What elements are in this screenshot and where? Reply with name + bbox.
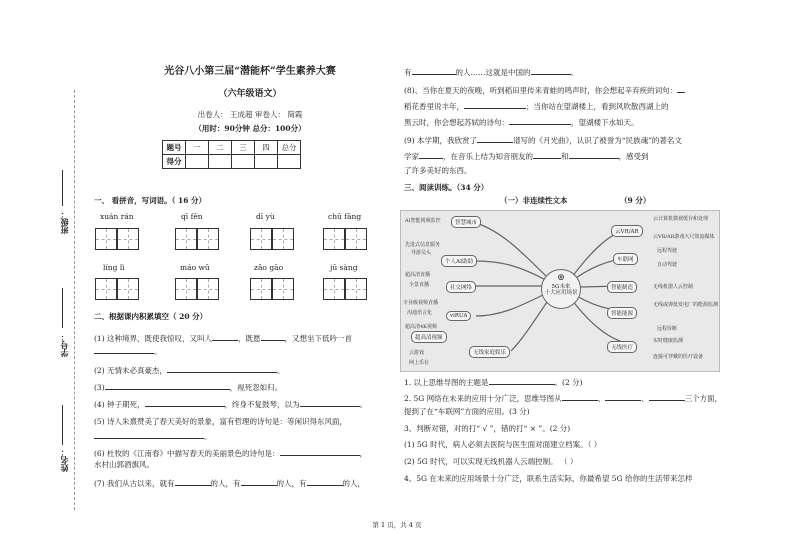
note: 无线机器人云控制 <box>653 284 694 290</box>
r9-blank-4[interactable] <box>569 150 619 159</box>
q1-text-c: ，又想坐下低吟一首 <box>284 334 353 343</box>
exam-authors: 出卷人： 王成超 审卷人： 简霞 <box>197 110 303 119</box>
pinyin: qī fēn <box>181 212 203 221</box>
write-box[interactable] <box>197 278 219 300</box>
a2-text-a: 2. 5G 网络在未来的应用十分广泛，思维导图从 <box>404 394 562 403</box>
question-7 <box>94 477 365 488</box>
score-header: 二 <box>209 141 232 155</box>
node-smart-manufacturing: 智能制造 <box>607 281 637 293</box>
write-box[interactable] <box>117 228 139 250</box>
q5-text: (5) 诗人朱熹赞美了春天美好的景象，富有哲理的诗句是：等闲识得东风面， <box>94 417 348 426</box>
q2-text: (2) 无情未必真豪杰， <box>94 366 168 375</box>
subsection-1-title: （一）非连续性文本 <box>500 196 568 205</box>
name-blank[interactable] <box>62 405 64 445</box>
node-wireless-medical: 无线医疗 <box>607 341 637 353</box>
score-row-label: 得分 <box>163 155 186 169</box>
r9-text-f: ，感受到 <box>618 152 649 161</box>
a2-blank-2[interactable] <box>605 392 641 401</box>
section-2-heading: 二、根据课内积累填空（ 20 分） <box>94 312 208 321</box>
reading-q4: 4、5G 在未来的应用场景十分广泛，联系生活实际，你最希望 5G 给你的生活带来怎样 <box>404 474 693 483</box>
branch-line <box>476 223 551 281</box>
node-vr: viRUA <box>446 311 471 321</box>
q6-text-a: (6) 杜牧的《江南春》中描写春天的美丽景色的诗句是： <box>94 449 280 458</box>
q7-text-d: 的人， <box>342 479 366 488</box>
write-box[interactable] <box>323 278 345 300</box>
score-cell[interactable] <box>278 155 301 169</box>
q1-blank-2[interactable] <box>261 332 285 341</box>
q4-text-a: (4) 钟子期死， <box>94 400 145 409</box>
a2-blank-3[interactable] <box>649 392 685 401</box>
r9-blank-1[interactable] <box>477 134 513 143</box>
q6-text-b: ， <box>359 449 368 458</box>
r1-blank-2[interactable] <box>531 66 571 75</box>
branch-line <box>569 296 631 344</box>
q4-text-b: ，终身不复鼓琴，以为 <box>224 400 300 409</box>
question-9 <box>404 134 682 145</box>
a2-text-d: 三个方面， <box>684 394 723 403</box>
q7-blank-2[interactable] <box>241 477 277 486</box>
section-3-heading: 三、阅读训练。（34 分） <box>404 183 489 192</box>
q7-text-c: 的人，有 <box>276 479 307 488</box>
question-6 <box>94 447 367 458</box>
q6-blank[interactable] <box>280 447 360 456</box>
q3-end: ，视死忽如归。 <box>229 383 283 392</box>
q3-text: (3) <box>94 383 105 392</box>
r8-text-b: 稻花香里说丰年， <box>404 102 464 111</box>
write-box[interactable] <box>345 278 367 300</box>
q5-blank[interactable] <box>94 430 204 439</box>
note: 无线或弹低发电厂的能源监测 <box>653 302 719 308</box>
reading-q2 <box>404 392 722 403</box>
q5-end: 。 <box>204 432 212 441</box>
write-box[interactable] <box>175 278 197 300</box>
question-6-cont: 水村山郭酒旗风。 <box>94 460 154 469</box>
r9-text-c: 学家 <box>404 152 419 161</box>
write-box[interactable] <box>175 228 197 250</box>
r-q7-cont <box>404 66 578 77</box>
signal-icon: ⊚ <box>557 273 565 283</box>
note: 远程诊断 <box>657 326 678 332</box>
pinyin: xuán rán <box>100 212 134 221</box>
q7-text-b: 的人，有 <box>210 479 241 488</box>
r1-text-b: 的人……这就是中国的 <box>455 68 531 77</box>
note: 连接可穿戴的医疗设备 <box>653 354 704 360</box>
score-header: 题号 <box>163 141 186 155</box>
reading-q3-item2: (2) 5G 时代，可以实现无线机器人云端控制。 （ ） <box>404 457 578 466</box>
r9-blank-3[interactable] <box>533 150 561 159</box>
node-connected-car: 车联网 <box>613 253 638 265</box>
branch-line <box>476 261 551 283</box>
q3-blank[interactable] <box>105 381 230 390</box>
class-label: 班级： <box>59 210 69 234</box>
note: 云游戏 <box>409 350 425 356</box>
score-cell[interactable] <box>209 155 232 169</box>
write-box[interactable] <box>272 228 294 250</box>
q1-blank-1[interactable] <box>212 332 238 341</box>
q4-end: 。 <box>359 400 368 409</box>
binding-line <box>74 90 76 510</box>
a2-text-c: 、 <box>641 394 649 403</box>
question-8-line2 <box>404 100 669 111</box>
question-3 <box>94 381 282 392</box>
question-4 <box>94 398 367 409</box>
write-box[interactable] <box>197 228 219 250</box>
write-box[interactable] <box>250 228 272 250</box>
a2-text-b: 、 <box>597 394 606 403</box>
page-footer: 第 1 页，共 4 页 <box>372 521 422 529</box>
score-header: 四 <box>255 141 278 155</box>
r9-text-b: 谱写的《月光曲》，认识了被誉为“民族魂”的著名文 <box>513 136 682 145</box>
r9-text-d: ，在音乐上结为知音朋友的 <box>443 152 533 161</box>
mindmap-center <box>541 269 581 309</box>
node-personal-ai: 个人AI助助 <box>441 255 477 267</box>
reading-q3-item1: (1) 5G 时代，病人必须去医院与医生面对面建立档案。（ ） <box>404 440 602 449</box>
note: 全景直播 <box>409 282 430 288</box>
node-uhd-video: 超高清视频 <box>411 331 447 343</box>
r1-blank-1[interactable] <box>412 66 456 75</box>
r1-text-a: 有 <box>404 68 412 77</box>
q1-text-b: ，既愿 <box>238 334 261 343</box>
write-box[interactable] <box>272 278 294 300</box>
q7-blank-3[interactable] <box>307 477 343 486</box>
reading-q3: 3、判断对错，对的打“ √ ”，错的打“ × ”。(2 分) <box>404 424 571 433</box>
q2-blank[interactable] <box>167 364 277 373</box>
write-box[interactable] <box>117 278 139 300</box>
node-smart-energy: 智能能源 <box>607 307 637 319</box>
branch-line <box>511 296 551 351</box>
score-table <box>162 140 301 169</box>
a1-blank[interactable] <box>489 376 555 385</box>
note: 先进式信息服务 <box>405 242 441 248</box>
score-cell[interactable] <box>186 155 209 169</box>
a1-text: 1. 以上思维导图的主题是 <box>404 378 489 387</box>
note: 云计算机微视缓存和处理 <box>653 216 709 222</box>
pinyin: jū sàng <box>330 263 358 272</box>
write-box[interactable] <box>250 278 272 300</box>
question-1-cont <box>94 345 162 356</box>
r8-blank-1[interactable] <box>464 100 526 109</box>
center-line-1: 5G未来 <box>551 283 571 290</box>
q2-end: 。 <box>277 366 285 375</box>
note: 导游员头 <box>411 250 432 256</box>
pinyin: chū fāng <box>328 212 362 221</box>
r1-text-c: 。 <box>570 68 578 77</box>
score-header: 一 <box>186 141 209 155</box>
pinyin: líng lì <box>103 263 125 272</box>
r9-text-a: (9) 本学期，我欣赏了 <box>404 136 478 145</box>
score-cell[interactable] <box>232 155 255 169</box>
reading-q1 <box>404 376 583 387</box>
question-5-cont <box>94 430 212 441</box>
question-8 <box>404 84 685 95</box>
reading-q2-line2: 提到了在“车联网”方面的应用。(3 分) <box>404 407 530 416</box>
note: 超高清直播 <box>405 272 431 278</box>
pinyin: dī yù <box>256 212 275 221</box>
note: 网上乐在 <box>409 360 430 366</box>
r9-blank-2[interactable] <box>419 150 443 159</box>
student-id-blank[interactable] <box>62 288 64 328</box>
write-box[interactable] <box>345 228 367 250</box>
score-header: 三 <box>232 141 255 155</box>
note: 远程驾驶 <box>657 248 678 254</box>
note: 实时健康监测 <box>653 338 684 344</box>
name-label: 姓名： <box>59 448 69 472</box>
q7-blank-1[interactable] <box>175 477 211 486</box>
node-smart-city: 智慧城市 <box>451 216 481 228</box>
class-blank[interactable] <box>62 170 64 206</box>
q1-text-d: 。 <box>154 347 162 356</box>
question-8-line3 <box>404 116 639 127</box>
q4-blank-2[interactable] <box>300 398 360 407</box>
note: 超高清4K视频 <box>405 324 437 330</box>
r8-text-a: (8)、当你在夏天的夜晚，听到稻田里传来青蛙的鸣声时，你会想起辛弃疾的词句： <box>404 86 678 95</box>
r8-blank-0[interactable] <box>677 84 685 93</box>
note: 专业级视频直播 <box>403 300 439 306</box>
exam-subtitle: （六年级语文） <box>218 89 282 99</box>
note: 云VR/AR游戏大尺效流媒体 <box>653 234 715 240</box>
write-box[interactable] <box>95 278 117 300</box>
r9-text-e: 和 <box>561 152 569 161</box>
pinyin: zǎo gāo <box>254 263 284 272</box>
question-9-line2 <box>404 150 649 161</box>
question-9-line3: 了许多美好的东西。 <box>404 166 472 175</box>
student-id-label: 学号： <box>59 333 69 357</box>
a2-blank-1[interactable] <box>562 392 598 401</box>
question-5 <box>94 417 347 426</box>
exam-time: （用时：90分钟 总分：100分） <box>194 124 306 133</box>
r8-text-e: ，望湖楼下水如天。 <box>571 118 639 127</box>
note: AI智能视频监控 <box>405 218 441 224</box>
write-box[interactable] <box>323 228 345 250</box>
r8-text-d: 黑云时，你会想起苏轼的诗句： <box>404 118 509 127</box>
q1-text-a: (1) 这种境界，既使我惊叹，又叫人 <box>94 334 213 343</box>
r8-text-c: ；当你站在望湖楼上，看到风吹散西湖上的 <box>526 102 669 111</box>
score-cell[interactable] <box>255 155 278 169</box>
question-1 <box>94 332 352 343</box>
node-social-network: 社交网络 <box>446 281 476 293</box>
pinyin: máo wū <box>180 263 210 272</box>
note: 沟通语言化 <box>407 310 433 316</box>
exam-title: 光谷八小第三届“潜能杯”学生素养大赛 <box>164 66 336 77</box>
q1-blank-3[interactable] <box>94 345 154 354</box>
node-home-entertainment: 无线家庭娱乐 <box>469 346 510 358</box>
mindmap-5g <box>400 210 720 372</box>
score-header: 总分 <box>278 141 301 155</box>
q7-text-a: (7) 我们从古以来，就有 <box>94 479 175 488</box>
q4-blank-1[interactable] <box>145 398 225 407</box>
a1-end: 。(2 分) <box>554 378 583 387</box>
subsection-1-score: （9 分） <box>620 196 651 205</box>
r8-blank-2[interactable] <box>509 116 571 125</box>
center-line-2: 十大应用场景 <box>544 290 578 297</box>
question-2 <box>94 364 285 375</box>
note: 自动驾驶 <box>657 262 678 268</box>
section-1-heading: 一、 看拼音，写词语。（ 16 分） <box>94 196 207 205</box>
write-box[interactable] <box>95 228 117 250</box>
node-cloud-vr: 云VR/AR <box>611 225 643 237</box>
